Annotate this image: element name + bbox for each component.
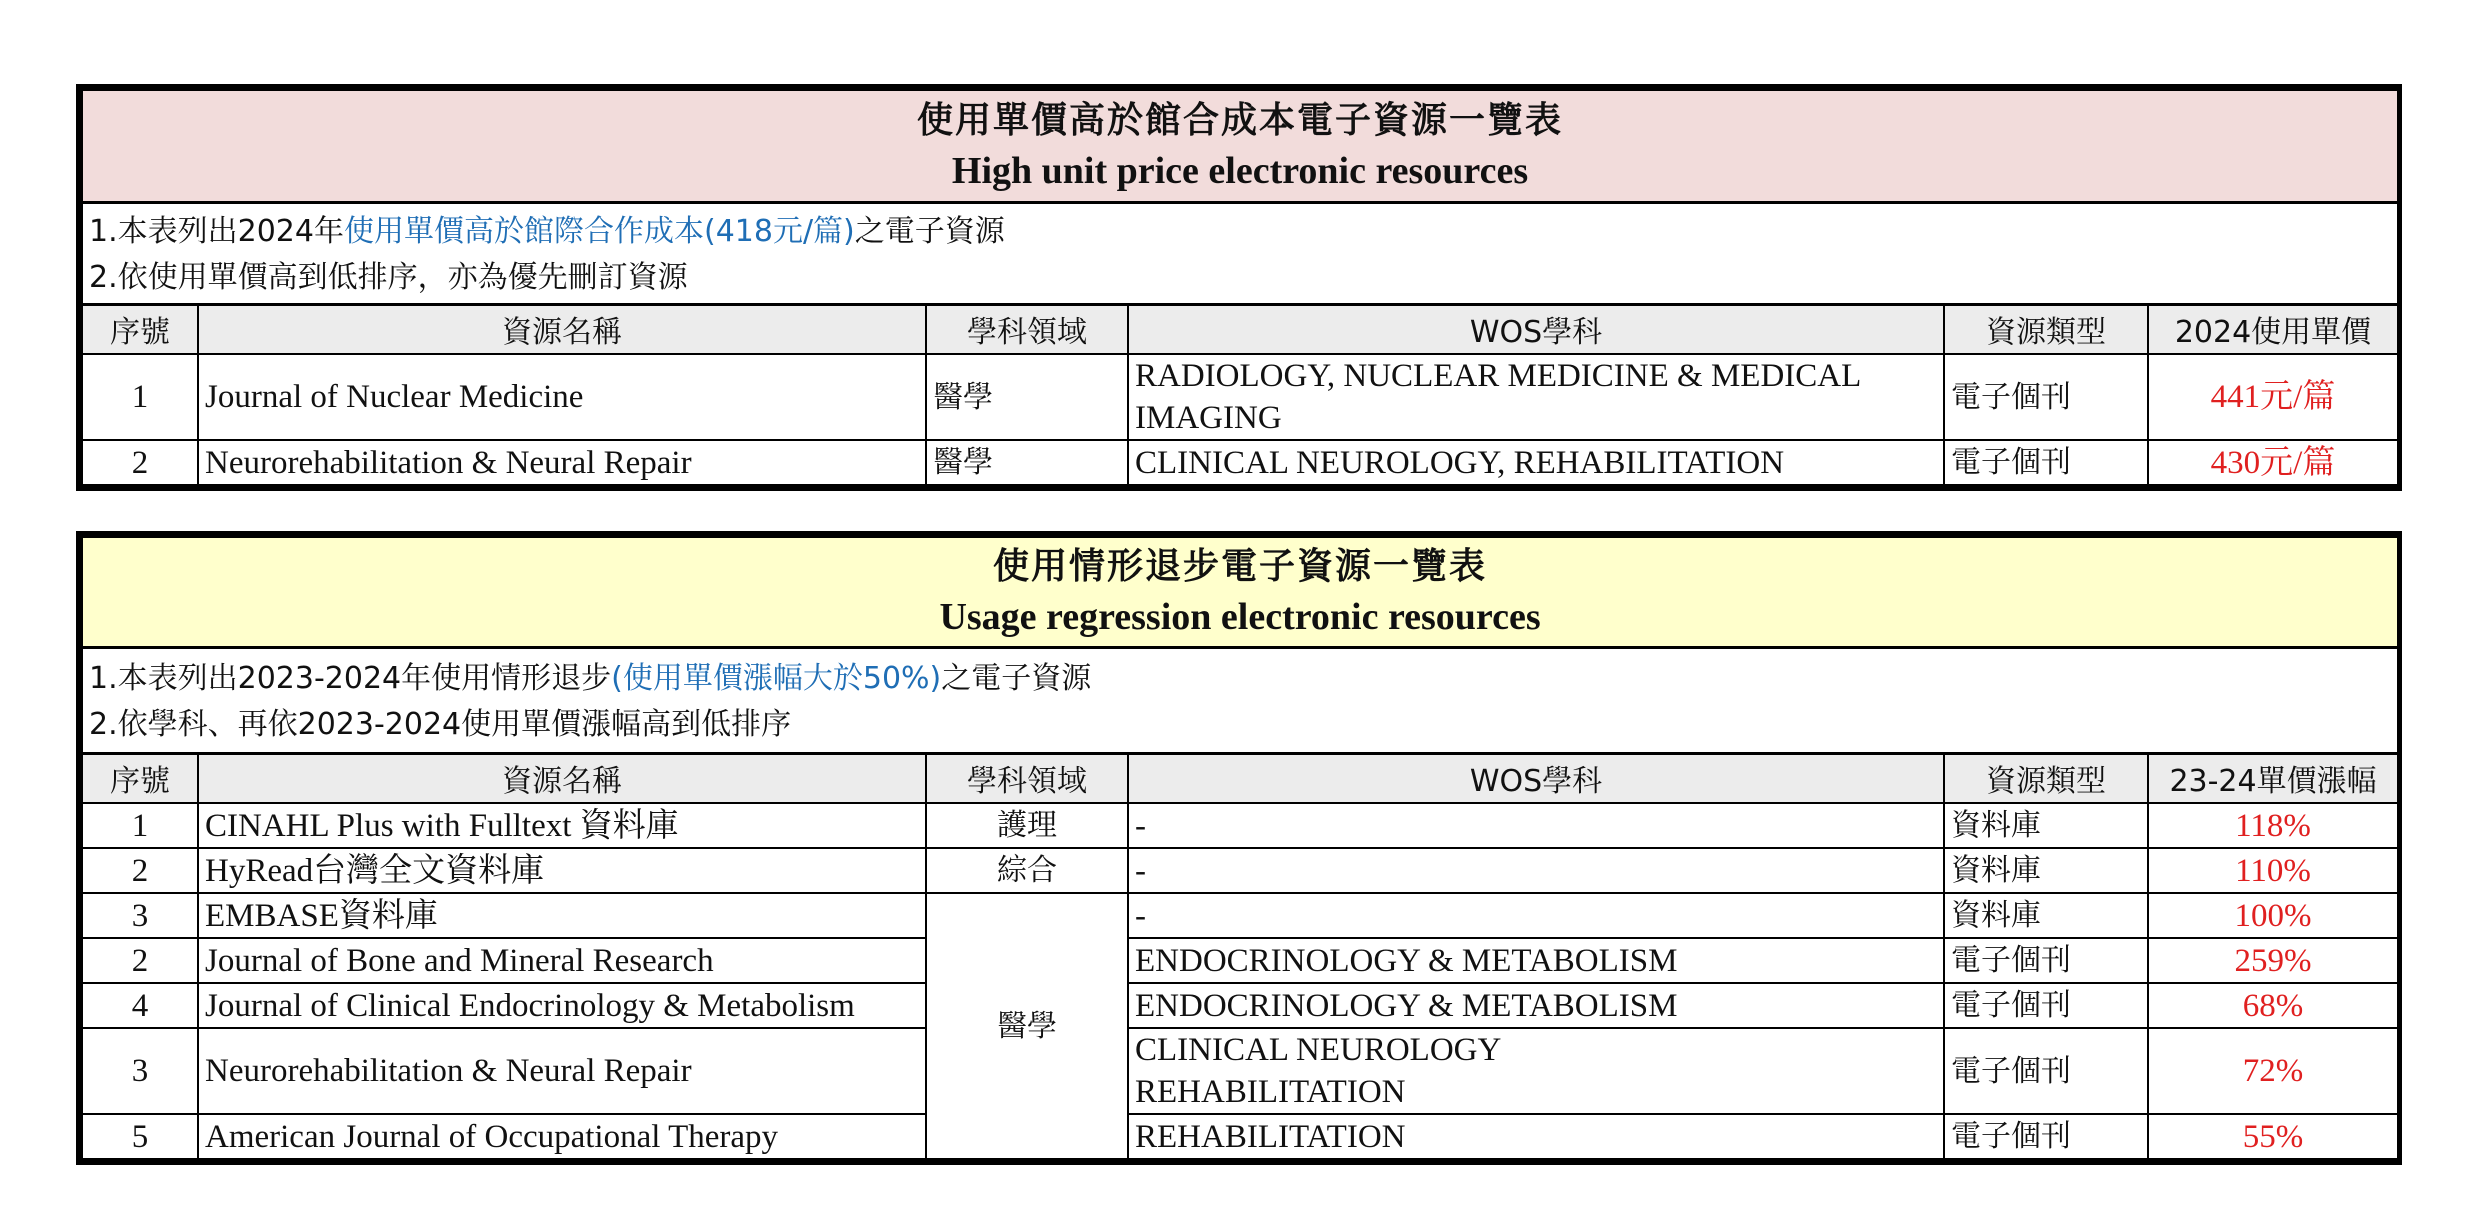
table-row (82, 440, 2398, 485)
row-no: 5 (82, 1114, 198, 1159)
row-value: 118% (2148, 803, 2398, 848)
row-field: 綜合 (926, 848, 1128, 893)
row-type: 資料庫 (1944, 803, 2148, 848)
table2-note1: 1.本表列出2023-2024年使用情形退步(使用單價漲幅大於50%)之電子資源 (89, 660, 1092, 696)
row-no: 3 (82, 1028, 198, 1114)
col-header-no: 序號 (82, 753, 198, 803)
table2-note2: 2.依學科、再依2023-2024使用單價漲幅高到低排序 (89, 706, 792, 742)
table-row (82, 848, 2398, 893)
table-row (82, 938, 2398, 983)
row-value: 72% (2148, 1028, 2398, 1114)
table2-notes (82, 647, 2398, 753)
row-no: 1 (82, 354, 198, 440)
table-row (82, 983, 2398, 1028)
col-header-field: 學科領域 (926, 753, 1128, 803)
row-no: 1 (82, 803, 198, 848)
row-no: 2 (82, 440, 198, 485)
table1-note1-highlight: 使用單價高於館際合作成本(418元/篇) (343, 213, 855, 249)
row-wos: CLINICAL NEUROLOGY REHABILITATION (1128, 1028, 1944, 1114)
row-type: 資料庫 (1944, 848, 2148, 893)
table-row (82, 803, 2398, 848)
row-name: American Journal of Occupational Therapy (198, 1114, 926, 1159)
row-name: Neurorehabilitation & Neural Repair (198, 1028, 926, 1114)
row-no: 2 (82, 938, 198, 983)
row-wos: CLINICAL NEUROLOGY, REHABILITATION (1128, 440, 1944, 485)
col-header-type: 資源類型 (1944, 753, 2148, 803)
row-type: 電子個刊 (1944, 440, 2148, 485)
row-field: 醫學 (926, 354, 1128, 440)
row-name: Journal of Bone and Mineral Research (198, 938, 926, 983)
row-value: 68% (2148, 983, 2398, 1028)
table1-title-zh: 使用單價高於館合成本電子資源一覽表 (917, 99, 1564, 141)
col-header-name: 資源名稱 (198, 753, 926, 803)
row-wos: REHABILITATION (1128, 1114, 1944, 1159)
row-wos: - (1128, 803, 1944, 848)
row-type: 電子個刊 (1944, 1028, 2148, 1114)
col-header-field: 學科領域 (926, 304, 1128, 354)
row-name: Journal of Nuclear Medicine (198, 354, 926, 440)
high-unit-price-table (76, 84, 2402, 491)
row-field: 醫學 (926, 440, 1128, 485)
row-field: 護理 (926, 803, 1128, 848)
row-name: Journal of Clinical Endocrinology & Metabolism (198, 983, 926, 1028)
row-type: 電子個刊 (1944, 938, 2148, 983)
col-header-name: 資源名稱 (198, 304, 926, 354)
row-type: 電子個刊 (1944, 354, 2148, 440)
table-row (82, 893, 2398, 938)
table2-title-zh: 使用情形退步電子資源一覽表 (993, 545, 1488, 587)
row-value: 55% (2148, 1114, 2398, 1159)
table2-note1-highlight: (使用單價漲幅大於50%) (611, 660, 942, 696)
col-header-no: 序號 (82, 304, 198, 354)
col-header-wos: WOS學科 (1128, 304, 1944, 354)
col-header-type: 資源類型 (1944, 304, 2148, 354)
col-header-value: 2024使用單價 (2148, 304, 2398, 354)
row-type: 電子個刊 (1944, 1114, 2148, 1159)
table2-title (82, 537, 2398, 647)
row-wos: ENDOCRINOLOGY & METABOLISM (1128, 938, 1944, 983)
row-value: 110% (2148, 848, 2398, 893)
row-value: 441元/篇 (2148, 354, 2398, 440)
col-header-wos: WOS學科 (1128, 753, 1944, 803)
row-no: 2 (82, 848, 198, 893)
table1-title-en: High unit price electronic resources (951, 149, 1529, 192)
col-header-value: 23-24單價漲幅 (2148, 753, 2398, 803)
table1-notes (82, 202, 2398, 304)
table1-note2: 2.依使用單價高到低排序，亦為優先刪訂資源 (89, 259, 688, 295)
row-value: 259% (2148, 938, 2398, 983)
row-value: 100% (2148, 893, 2398, 938)
row-value: 430元/篇 (2148, 440, 2398, 485)
row-name: EMBASE資料庫 (198, 893, 926, 938)
usage-regression-table (76, 531, 2402, 1165)
row-wos: RADIOLOGY, NUCLEAR MEDICINE & MEDICAL IMAGING (1128, 354, 1944, 440)
table2-header-row (82, 753, 2398, 803)
row-type: 電子個刊 (1944, 983, 2148, 1028)
row-no: 4 (82, 983, 198, 1028)
table2-title-en: Usage regression electronic resources (939, 595, 1541, 638)
row-wos: ENDOCRINOLOGY & METABOLISM (1128, 983, 1944, 1028)
row-name: HyRead台灣全文資料庫 (198, 848, 926, 893)
row-name: CINAHL Plus with Fulltext 資料庫 (198, 803, 926, 848)
row-field-merged: 醫學 (926, 893, 1128, 1159)
row-wos: - (1128, 893, 1944, 938)
row-wos: - (1128, 848, 1944, 893)
table1-header-row (82, 304, 2398, 354)
table-row (82, 354, 2398, 440)
table-row (82, 1028, 2398, 1114)
row-no: 3 (82, 893, 198, 938)
row-name: Neurorehabilitation & Neural Repair (198, 440, 926, 485)
table-row (82, 1114, 2398, 1159)
row-type: 資料庫 (1944, 893, 2148, 938)
table1-title (82, 90, 2398, 202)
table1-note1: 1.本表列出2024年使用單價高於館際合作成本(418元/篇)之電子資源 (89, 213, 1005, 249)
